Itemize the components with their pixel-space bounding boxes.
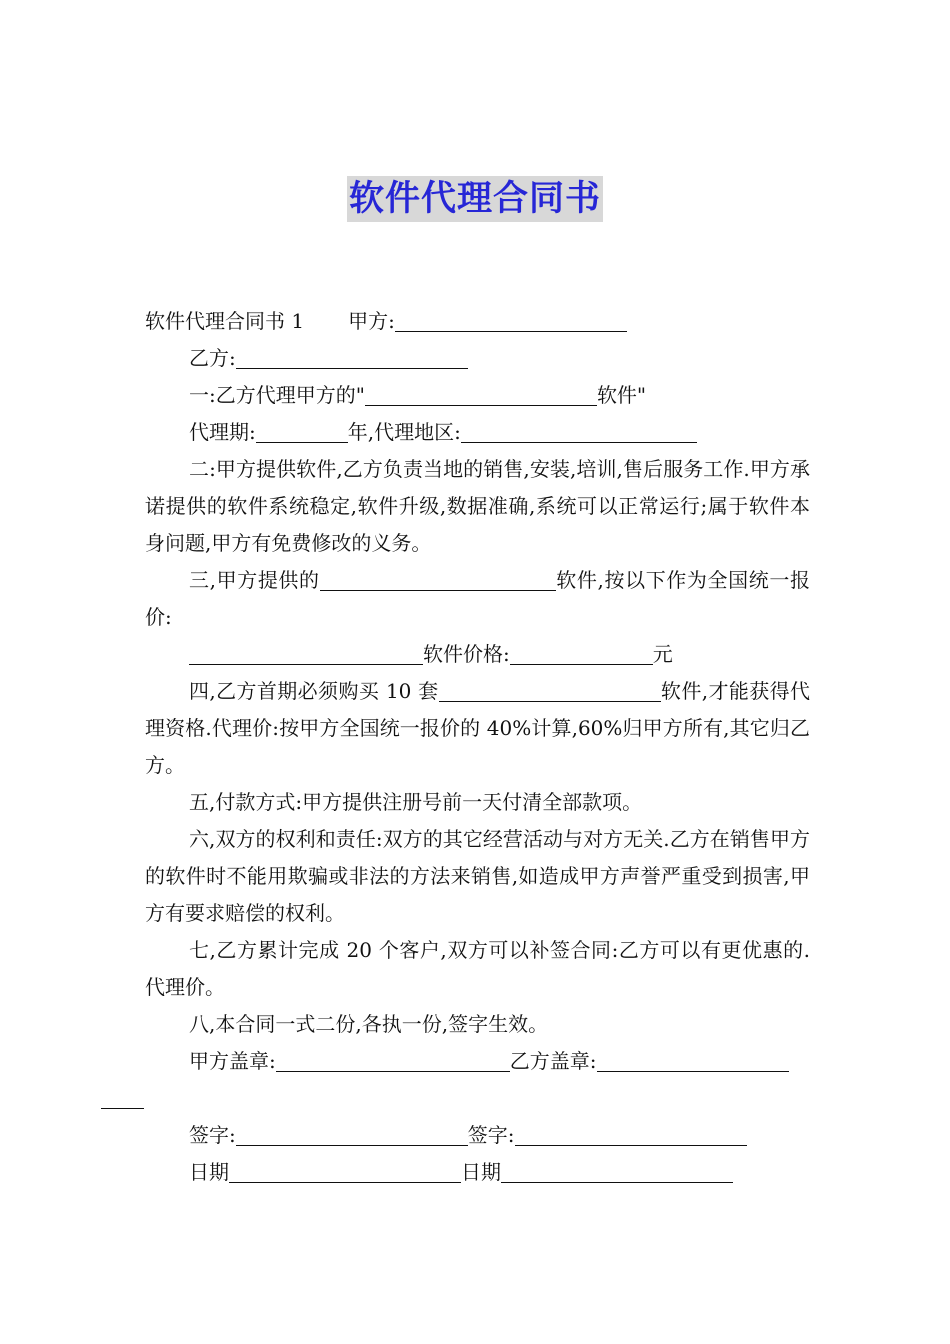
party-a-seal-label: 甲方盖章: bbox=[189, 1049, 276, 1073]
party-a-seal-blank bbox=[276, 1049, 510, 1072]
clause-1-after: 软件" bbox=[596, 383, 647, 407]
date-a-blank bbox=[229, 1160, 461, 1183]
sign-line bbox=[145, 1117, 810, 1154]
clause-3-before: 三,甲方提供的 bbox=[189, 568, 320, 592]
clause-8: 八,本合同一式二份,各执一份,签字生效。 bbox=[189, 1012, 549, 1036]
clause-3-blank bbox=[320, 568, 556, 591]
clause-4-after: 软件,才能获得代理资格.代理价:按甲方全国统一报价的 40%计算,60%归甲方所有,其它归乙方。 bbox=[145, 679, 810, 777]
document-title: 软件代理合同书 bbox=[347, 176, 603, 222]
sign-a-blank bbox=[236, 1123, 468, 1146]
agency-region-blank bbox=[461, 420, 697, 443]
agency-period-blank bbox=[256, 420, 348, 443]
software-name-blank bbox=[365, 383, 597, 406]
party-a-label: 甲方: bbox=[348, 309, 395, 333]
party-b-blank bbox=[236, 346, 468, 369]
doc-ref: 软件代理合同书 1 bbox=[145, 309, 305, 333]
date-b-label: 日期 bbox=[461, 1160, 501, 1184]
party-b-label: 乙方: bbox=[189, 346, 236, 370]
price-software-blank bbox=[189, 642, 423, 665]
price-label: 软件价格: bbox=[423, 642, 510, 666]
date-a-label: 日期 bbox=[189, 1160, 229, 1184]
price-unit: 元 bbox=[652, 642, 673, 666]
clause-5: 五,付款方式:甲方提供注册号前一天付清全部款项。 bbox=[189, 790, 643, 814]
agency-period-label: 代理期: bbox=[189, 420, 256, 444]
party-b-seal-blank bbox=[597, 1049, 789, 1072]
date-b-blank bbox=[501, 1160, 733, 1183]
clause-3-after: 软件,按以下作为全国统一报价: bbox=[145, 568, 810, 629]
contract-body bbox=[145, 303, 810, 1191]
clause-7: 七,乙方累计完成 20 个客户,双方可以补签合同:乙方可以有更优惠的.代理价。 bbox=[145, 938, 810, 999]
clause-4 bbox=[145, 673, 810, 784]
agency-region-label: 年,代理地区: bbox=[347, 420, 461, 444]
agency-line bbox=[145, 414, 810, 451]
sign-b-blank bbox=[515, 1123, 747, 1146]
party-b-line bbox=[145, 340, 810, 377]
clause-2: 二:甲方提供软件,乙方负责当地的销售,安装,培训,售后服务工作.甲方承诺提供的软件系统稳定,软件升级,数据准确,系统可以正常运行;属于软件本身问题,甲方有免费修改的义务。 bbox=[145, 457, 810, 555]
header-line bbox=[145, 303, 810, 340]
title-container bbox=[0, 176, 950, 222]
price-line bbox=[145, 636, 810, 673]
party-a-blank bbox=[395, 309, 627, 332]
price-amount-blank bbox=[510, 642, 653, 665]
clause-1 bbox=[145, 377, 810, 414]
sign-b-label: 签字: bbox=[467, 1123, 515, 1147]
clause-3 bbox=[145, 562, 810, 636]
seal-line bbox=[145, 1043, 810, 1117]
date-line bbox=[145, 1154, 810, 1191]
clause-4-before: 四,乙方首期必须购买 10 套 bbox=[189, 679, 439, 703]
clause-4-blank bbox=[439, 679, 661, 702]
clause-6: 六,双方的权利和责任:双方的其它经营活动与对方无关.乙方在销售甲方的软件时不能用欺骗或非法的方法来销售,如造成甲方声誉严重受到损害,甲方有要求赔偿的权利。 bbox=[145, 827, 810, 925]
party-b-seal-blank-cont bbox=[101, 1086, 144, 1109]
clause-1-before: 一:乙方代理甲方的" bbox=[189, 383, 365, 407]
sign-a-label: 签字: bbox=[189, 1123, 236, 1147]
party-b-seal-label: 乙方盖章: bbox=[509, 1049, 597, 1073]
